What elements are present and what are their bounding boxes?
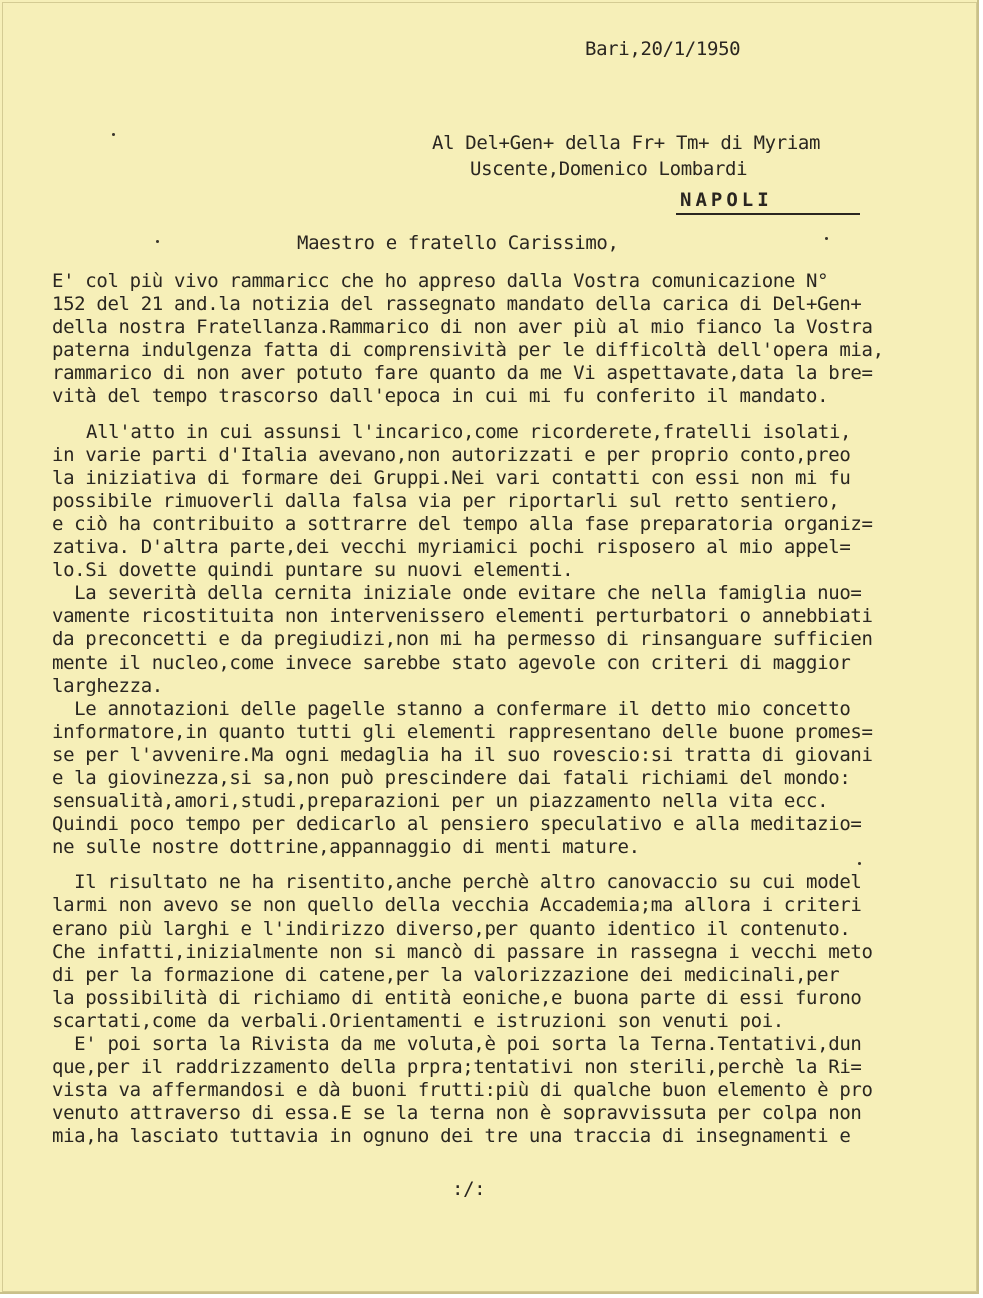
body-line: erano più larghi e l'indirizzo diverso,per quanto identico il contenuto. bbox=[52, 917, 851, 940]
body-line: larmi non avevo se non quello della vecchia Accademia;ma allora i criteri bbox=[52, 894, 862, 917]
body-line: Il risultato ne ha risentito,anche perchè altro canovaccio su cui model bbox=[52, 871, 862, 894]
body-line: paterna indulgenza fatta di comprensività per le difficoltà dell'opera mia, bbox=[52, 339, 884, 362]
ink-speck bbox=[825, 237, 828, 240]
body-line: informatore,in quanto tutti gli elementi rappresentano delle buone promes= bbox=[52, 720, 873, 743]
body-line: la iniziativa di formare dei Gruppi.Nei vari contatti con essi non mi fu bbox=[52, 466, 851, 489]
ink-speck bbox=[156, 240, 159, 243]
paragraph-gap bbox=[52, 409, 972, 421]
body-line: sensualità,amori,studi,preparazioni per un piazzamento nella vita ecc. bbox=[52, 790, 829, 813]
letter-body bbox=[52, 270, 972, 1148]
body-line: ne sulle nostre dottrine,appannaggio di menti mature. bbox=[52, 836, 640, 859]
salutation: Maestro e fratello Carissimo, bbox=[297, 232, 619, 254]
addressee-line-2: Uscente,Domenico Lombardi bbox=[470, 158, 748, 180]
body-line: rammarico di non aver potuto fare quanto da me Vi aspettavate,data la bre= bbox=[52, 362, 873, 385]
body-line: e la giovinezza,si sa,non può prescindere dai fatali richiami del mondo: bbox=[52, 766, 851, 789]
body-line: vità del tempo trascorso dall'epoca in cui mi fu conferito il mandato. bbox=[52, 385, 829, 408]
body-line: vista va affermandosi e dà buoni frutti:più di qualche buon elemento è pro bbox=[52, 1079, 873, 1102]
body-line: Le annotazioni delle pagelle stanno a confermare il detto mio concetto bbox=[52, 697, 851, 720]
body-line: larghezza. bbox=[52, 674, 163, 697]
ink-speck bbox=[112, 133, 115, 136]
ink-speck bbox=[858, 862, 861, 865]
body-line: La severità della cernita iniziale onde evitare che nella famiglia nuo= bbox=[52, 582, 862, 605]
body-line: Quindi poco tempo per dedicarlo al pensiero speculativo e alla meditazio= bbox=[52, 813, 862, 836]
city-underline bbox=[676, 213, 860, 215]
body-line: E' poi sorta la Rivista da me voluta,è poi sorta la Terna.Tentativi,dun bbox=[52, 1033, 862, 1055]
body-line: Che infatti,inizialmente non si mancò di passare in rassegna i vecchi meto bbox=[52, 940, 873, 963]
paragraph-3 bbox=[52, 871, 972, 1148]
body-line: lo.Si dovette quindi puntare su nuovi elementi. bbox=[52, 559, 574, 582]
body-line: della nostra Fratellanza.Rammarico di non aver più al mio fianco la Vostra bbox=[52, 316, 873, 339]
body-line: possibile rimuoverli dalla falsa via per riportarli sul retto sentiero, bbox=[52, 489, 840, 512]
body-line: se per l'avvenire.Ma ogni medaglia ha il suo rovescio:si tratta di giovani bbox=[52, 743, 873, 766]
paragraph-gap bbox=[52, 859, 972, 871]
body-line: da preconcetti e da pregiudizi,non mi ha permesso di rinsanguare sufficien bbox=[52, 628, 873, 651]
paragraph-1 bbox=[52, 270, 972, 409]
body-line: mia,ha lasciato tuttavia in ognuno dei tre una traccia di insegnamenti e bbox=[52, 1125, 851, 1148]
body-line: la possibilità di richiamo di entità eoniche,e buona parte di essi furono bbox=[52, 986, 862, 1009]
body-line: que,per il raddrizzamento della prpra;tentativi non sterili,perchè la Ri= bbox=[52, 1056, 862, 1079]
body-line: E' col più vivo rammaricc che ho appreso dalla Vostra comunicazione N° bbox=[52, 270, 829, 292]
addressee-line-1: Al Del+Gen+ della Fr+ Tm+ di Myriam bbox=[432, 132, 821, 154]
body-line: 152 del 21 and.la notizia del rassegnato mandato della carica di Del+Gen+ bbox=[52, 293, 862, 316]
body-line: di per la formazione di catene,per la valorizzazione dei medicinali,per bbox=[52, 963, 840, 986]
paragraph-2-cont bbox=[52, 444, 972, 860]
body-line: All'atto in cui assunsi l'incarico,come ricorderete,fratelli isolati, bbox=[86, 420, 852, 443]
page-continuation-mark: :/: bbox=[452, 1178, 486, 1200]
letter-date: Bari,20/1/1950 bbox=[585, 38, 741, 60]
body-line: e ciò ha contribuito a sottrarre del tempo alla fase preparatoria organiz= bbox=[52, 512, 873, 535]
body-line: scartati,come da verbali.Orientamenti e istruzioni son venuti poi. bbox=[52, 1009, 784, 1032]
paragraph-2 bbox=[52, 421, 972, 444]
body-line: venuto attraverso di essa.E se la terna non è sopravvissuta per colpa non bbox=[52, 1102, 862, 1125]
body-line: vamente ricostituita non intervenissero elementi perturbatori o annebbiati bbox=[52, 605, 873, 628]
body-line: mente il nucleo,come invece sarebbe stato agevole con criteri di maggior bbox=[52, 651, 851, 674]
body-line: in varie parti d'Italia avevano,non autorizzati e per proprio conto,preo bbox=[52, 443, 851, 466]
body-line: zativa. D'altra parte,dei vecchi myriamici pochi risposero al mio appel= bbox=[52, 536, 851, 559]
addressee-city: NAPOLI bbox=[680, 189, 773, 211]
